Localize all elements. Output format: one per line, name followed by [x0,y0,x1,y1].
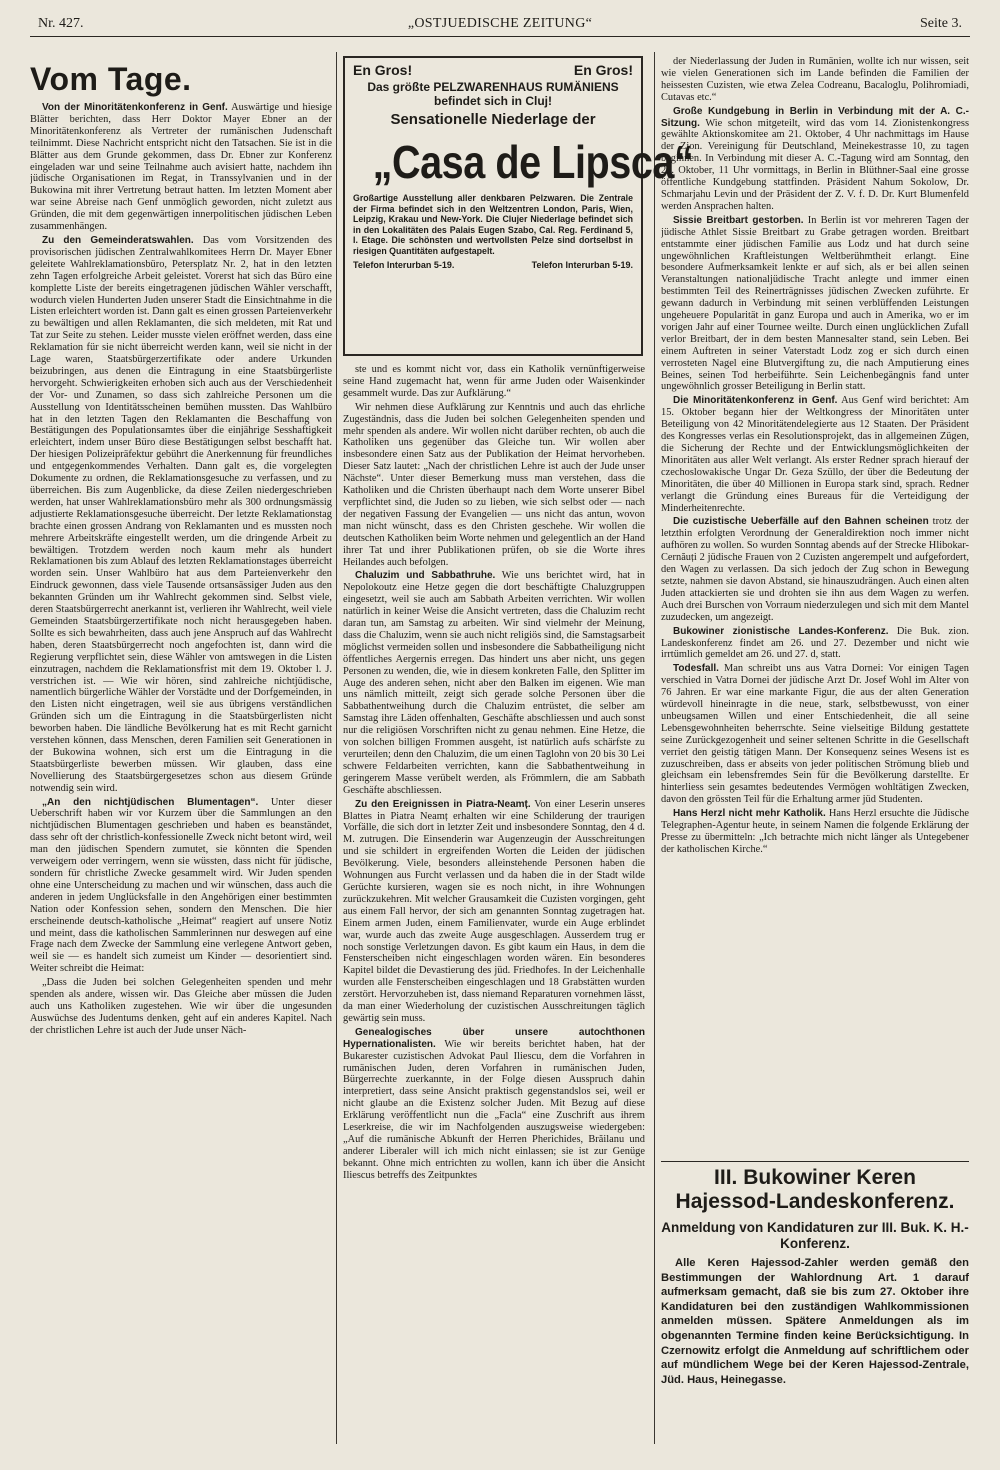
article-paragraph [661,663,969,806]
article-text: trotz der letzthin erfolgten Verordnung der Generaldirektion noch immer nicht aufhören zu wollen. So wurden Sonntag abends auf der Strecke Hlibokar-Cernăuți 2 jüdische Frauen von 2 Cuzisten angerempelt und aufgefordert, den Wagen zu verlassen. Da sich jedoch der Zug schon in Bewegung setzte, nahmen sie davon Abstand, sie hinauszudrängen. Auch einen alten Juden attackierten sie und drohten sie ihn aus dem Wagen zu werfen. Auch drei Burschen von Vorraum niederzulegen und sich mit dem Mantel zuzudecken, um angezeigt. [661,516,969,623]
article-paragraph [661,56,969,104]
article-text: Wie wir bereits berichtet haben, hat der Bukarester cuzistischen Advokat Paul Iliescu, dem die Vorfahren in rumänischen Juden, deren Vorfahren in rumänischen Juden, Bürgerrechte zuerkannte, in der Folge diesen Ausspruch dahin interpretiert, dass seine Ansicht praktisch gegenstandslos sei, weil er nicht glaube an die Existenz solcher Juden. Mit Bezug auf diese Erklärung veröffentlicht nun die „Facla“ eine Zuschrift aus ihrem Leserkreise, die wir im Nachfolgenden auszugsweise wiedergeben: „Auf die rumänische Abkunft der Herren Pherichides, Brăilanu und anderer Liberaler will ich mich nicht einlassen; sie ist zur Genüge bekannt. Ohne mich entrichten zu wollen, kann ich über die Ansicht Iliescus betreffs des Zeitpunktes [343,1038,645,1181]
article-text: Wir nehmen diese Aufklärung zur Kenntnis und auch das ehrliche Zugeständnis, dass die Juden bei solchen Gelegenheiten spenden und mehr spenden als andere. Wir wollen nicht darüber rechten, ob auch die Katholiken uns gegenüber das Gleiche tun. Wir wollen aber insbesondere einen Satz aus der Publikation der Heimat hervorheben. Dieser Satz lautet: „Nach der christlichen Lehre ist auch der Jude unser Nächste“. Unter dieser Bemerkung muss man verstehen, dass die Katholiken und die Christen überhaupt nach dem Worte unserer Bibel verpflichtet sind, die Juden so zu lieben, wie sich selbst oder — nach der negativen Fassung der Evangelien — uns nicht das antun, wovon man nicht wünscht, dass es den Christen geschehe. Wir wollen die deutschen Katholiken beim Worte nehmen und gelegentlich an der Hand ihrer Tat und ihrer Publikationen prüfen, ob sie die Worte ihres Heilandes auch befolgen. [343,401,645,568]
column-3-body [661,56,969,856]
page-header [38,14,962,36]
ad-brand: „Casa de Lipsca“ [372,136,694,188]
article-text: Unter dieser Ueberschrift haben wir vor Kurzem über die Sammlungen an den nichtjüdischen Blumentagen geschrieben und haben es beanständet, dass sehr oft der christlich-konfessionelle Zweck nicht betont wird, weil man den jüdischen Spendern zumutet, sie könnten die Spenden verweigern oder verringern, wenn sie wüssten, dass nicht für jüdische, sondern für christliche Zwecke gesammelt wird. Wir Juden spenden ohne eine Unterscheidung zu machen und wir wünschen, dass auch die anderen in jedem Unglücksfalle in den Angehörigen einer bestimmten Nation oder Konfession sehen, sondern den Menschen. Die hier erscheinende deutsch-katholische „Heimat“ reagiert auf unsere Notiz und meint, dass die katholischen Sammlerinnen nur deswegen auf eine Frage nach dem Zwecke der Sammlung eine verlegene Antwort geben, weil sie — es handelt sich zumeist um Kinder — desorientiert sind. Weiter schreibt die Heimat: [30,796,332,975]
article-paragraph [661,106,969,213]
article-paragraph [30,235,332,795]
ad-line-3: Sensationelle Niederlage der [390,111,596,128]
article-paragraph [343,402,645,569]
ad-telephone [353,260,633,270]
article-text: Die Buk. zion. Landeskonferenz findet am 26. und 27. Dezember und nicht wie irrtümlich gemeldet am 26. und 27. d, statt. [661,625,969,661]
article-paragraph [661,215,969,394]
announcement-title: III. Bukowiner Keren Hajessod-Landeskonferenz. [675,1166,955,1213]
article-paragraph [343,799,645,1025]
ad-tag-right: En Gros! [573,62,633,78]
article-paragraph [30,102,332,233]
announcement-subtitle: Anmeldung von Kandidaturen zur III. Buk. K. H.-Konferenz. [661,1220,969,1251]
article-text: Man schreibt uns aus Vatra Dornei: Vor einigen Tagen verschied in Vatra Dornei der jüdische Arzt Dr. Josef Wohl im Alter von 76 Jahren. Er war eine markante Figur, die aus der alten Generation würdevoll hineinragte in die neue, stark, selbstbewusst, von einer unbeugsamen Willen und einer Entschiedenheit, die all seine Lebensgewohnheiten beherrschte. Seine vielseitige Bildung gestattete seine Zurückgezogenheit und seiner seltenen Schritte in die Gesellschaft verriet den geistig tätigen Mann. Der Konsequenz seines Wesens ist es zuzuschreiben, dass er abseits von jeder politischen Strömung blieb und gleichsam ein lebensfremdes Sein für die Bevölkerung darstellte. Er hinterliess sein gesamtes bedeutendes Vermögen wohltätigen Zwecken, davon den grössten Teil für die Erhaltung armer jüd Studenten. [661,663,969,806]
article-paragraph [661,395,969,514]
article-text: Aus Genf wird berichtet: Am 15. Oktober begann hier der Weltkongress der Minoritäten unter Beteiligung von 42 Minoritätendelegierte aus 12 Staaten. Der Präsident des Kongresses verlas ein Resolutionsprojekt, das in allgemeinen Zügen, die Sicherung der Rechte und der Entwicklungsmöglichkeiten der Minoritäten aus aller Welt verlangt. Als erster Redner sprach hierauf der czechoslowakische Ungar Dr. Geza Szüllo, der über die Bedeutung der Minoritäten, die über 40 Millionen in Europa stark sind, sprach. Redner verlangt die Gründung eines Bureaus für die Verteidigung der Minderheitenrechte. [661,395,969,514]
ad-tel-right: Telefon Interurban 5-19. [531,259,633,270]
article-text: Hans Herzl ersuchte die Jüdische Telegraphen-Agentur heute, in seinem Namen die folgende Erklärung der Presse zu übermitteln: „Ich betrachte mich nicht länger als Untegebener der katholischen Kirche.“ [661,808,969,855]
article-text: Auswärtige und hiesige Blätter berichten, dass Herr Doktor Mayer Ebner an der Minoritätenkonferenz als Vertreter der rumänischen Judenschaft teilnimmt. Diese Nachricht entspricht nicht den Tatsachen. Sie ist in die Blätter aus dem Grunde gekommen, dass Dr. Ebner zur Konferenz eingeladen war und seine Teilnahme auch avisiert hatte, nachdem ihn jüdische Organisationen im Regat, in Transsylvanien und in der Bukowina mit ihrer Vertretung betraut hatten. Im letzten Moment aber war seine Abreise nach Genf unmöglich geworden, nicht zuletzt aus Gründen, die mit dem gegenwärtigen innerpolitischen jüdischen Leben zusammenhängen. [30,102,332,233]
article-paragraph [343,1027,645,1182]
header-rule [30,36,970,37]
ad-tags [353,62,633,78]
article-text: In Berlin ist vor mehreren Tagen der jüdische Athlet Sissie Breitbart zu Grabe getragen worden. Breitbart entstammte einer jüdischen Familie aus Lodz und hat durch seine ungewöhnlichen Kraftleistungen Weltberühmtheit erlangt. Eine besondere Aufmerksamkeit lenkte er auf sich, als er bei allen seinen Veranstaltungen nationaljüdische Tracht anlegte und immer einen bestimmten Teil des Reinerträgnisses jüdischen Zwecken zuführte. Er gewann dadurch in Verbindung mit seinen verblüffenden Leistungen ungeheuere Popularität in ganz Europa und auch in Amerika, wo er im vorigen Jahr auf einer Tournee weilte. Durch einen unglücklichen Zufall verlor Breitbart, der in dem besten Mannesalter stand, sein Leben. Bei einem Auftreten in seiner Vaterstadt Lodz zog er sich durch einen verrosteten Nagel eine Blutvergiftung zu, die nach Amputierung eines Beines, seinen Tod herbeiführte. Sein Leichenbegängnis fand unter ungewöhnlich grosser Beteiligung in Berlin statt. [661,214,969,393]
article-text: der Niederlassung der Juden in Rumänien, wollte ich nur wissen, seit wie vielen Generationen sich im Lande befinden die Familien der heissesten Cuzisten, wie etwa Zelea Codreanu, Bacaloglu, Polihromiadi, Cutavas etc.“ [661,56,969,103]
article-heading: Zu den Gemeinderatswahlen. [42,234,194,246]
ad-tag-left: En Gros! [353,62,413,78]
article-heading: Chaluzim und Sabbathruhe. [355,570,496,582]
article-text: Von einer Leserin unseres Blattes in Piatra Neamț erhalten wir eine Schilderung der traurigen Vorfälle, die sich dort in letzter Zeit und insbesondere Sonntag, den 4 d. M. zutrugen. Die Einsenderin war Augenzeugin der Ausschreitungen und sie schildert in ergreifenden Worten die Leiden der jüdischen Bevölkerung. Viele, besonders alleinstehende Personen haben die Wohnungen aus Furcht verlassen und da haben die in der Stadt wilde Gerüchte kursieren, wagen sie es noch nicht, in ihre Wohnungen zurückzukehren. Mit welcher Grausamkeit die Cuzisten vorgingen, geht aus einem Fall hervor, der sich am genannten Sonntag zugetragen hat. Einem armen Juden, einem Familienvater, wurde ein Auge erblindet war, wurde auch das zweite Auge ausgeschlagen. Ausserdem trug er noch sonstige Verletzungen davon. Es gibt kaum ein Haus, in dem die Fensterscheiben nicht eingeschlagen worden wären. Ein besonderes Kapitel bildet die Devastierung des jüd. Friedhofes. In der Leichenhalle wurden alle Fensterscheiben eingeschlagen und 18 Grabstätten wurden zerstört. Hervorzuheben ist, dass niemand Reparaturen vornehmen lässt, da man einer Wiederholung der cuzistischen Ausschreitungen täglich gewärtig sein muss. [343,798,645,1024]
section-title: Vom Tage. [30,62,192,97]
article-heading: Genealogisches über unsere autochthonen Hypernationalisten. [343,1026,645,1050]
article-paragraph [661,626,969,662]
article-text: „Dass die Juden bei solchen Gelegenheiten spenden und mehr spenden als andere, wissen wir. Das Gleiche aber müssen die Juden auch uns Katholiken zugestehen. Wie wir über die ungesunden Auswüchse des Judentums denken, geht auf ein anderes Kapitel. Nach der christlichen Lehre ist auch der Jude unser Näch- [30,977,332,1036]
ad-line-2: befindet sich in Cluj! [433,94,552,108]
article-heading: Von der Minoritätenkonferenz in Genf. [42,102,228,113]
article-heading: Todesfall. [673,663,719,675]
issue-number: Nr. 427. [38,16,84,31]
column-2-body [343,364,645,1182]
article-heading: „An den nichtjüdischen Blumentagen“. [42,796,259,808]
column-3 [661,56,969,1156]
article-heading: Große Kundgebung in Berlin in Verbindung mit der A. C.-Sitzung. [661,105,969,129]
advertisement-box [343,56,694,356]
column-divider [336,52,337,1444]
column-1 [30,62,332,1444]
article-paragraph [30,977,332,1037]
article-text: Das vom Vorsitzenden des provisorischen jüdischen Zentralwahlkomitees Herrn Dr. Mayer Ebner geleitete Wahlreklamationsbüro, Petersplatz Nr. 2, hat in den letzten zehn Tagen erfolgreiche Arbeit geleistet. Vorerst hat sich das Büro eine komplette Liste der bereits eingetragenen jüdischen Wähler verschafft, wodurch vielen Hunderten Juden unserer Stadt die Einsichtnahme in die Listen erleichtert worden ist. Dann galt es einen grossen Parteienverkehr zu bewältigen und allen Reklamanten, die sich meldeten, mit Rat und Tat zur Seite zu stehen. Leider musste vielen eröffnet werden, dass eine Reklamation für sie nicht überreicht werden kann, weil sie nicht in der Lage waren, Staatsbürgerzertifikate oder andere Urkunden beizubringen, aus denen die Eintragung in eine Staatsbürgerliste hervorgeht. Schwierigkeiten erhoben sich auch aus der Verschiedenheit der Vor- und Zunamen, so dass sich zahlreiche Personen um die Ausstellung von Identitätsscheinen bemühen mussten. Das Wahlbüro hat in den letzten Tagen den Reklamanten die Beschaffung von Bestätigungen des Populationsamtes über die einjährige Sesshaftigkeit erleichtert, indem unser Büro diese Bestätigungen selbst beschafft hat. Der hiesigen Polizeipräfektur gebührt die Anerkennung für freundliches und entgegenkommendes Verhalten. Dann galt es, die vorgelegten Dokumente zu ordnen, die Reklamationsgesuche zu verfassen, und zu überreichen. Bis zum Augenblicke, da diese Zeilen niedergeschrieben werden, hat unser Wahlreklamationsbüro mehr als 300 ordnungsmässig adjustierte Reklamationsgesuche überreicht. Der letzte Reklamationstag brachte einen grossen Andrang von Reklamanten und es mussten noch mehrere Arbeitskräfte eingestellt werden, um die dringende Arbeit zu bewältigen. Trotzdem werden noch kaum mehr als hundert Reklamationen bis zum Ablauf des letzten Reklamationstages überreicht worden sein. Unser Wahlbüro hat aus dem Parteienverkehr den Eindruck gewonnen, dass viele Tausende ortsansässiger Juden aus den bekannten Gründen um ihr Wahlrecht gekommen sind. Selbst viele, deren Staatsbürgerrecht anerkannt ist, verlieren ihr Wahlrecht, weil viele Gemeinden Staatsbürgerzertifikate noch nicht herausgegeben haben. Sollte es sich bewahrheiten, dass auch jene Anspruch auf das Wahlrecht haben, deren Staatsbürgerrecht noch angefochten ist, dann wird die Regierung verpflichtet sein, diese Wähler von amtswegen in die Listen einzutragen, nachdem die Reklamationsfrist mit dem 19. Oktober l. J. verstrichen ist. — Wie wir hören, sind zahlreiche nichtjüdische, namentlich bürgerliche Wähler der Vorstädte und der Dorfgemeinden, in den Listen nicht eingetragen, weil sie aus übrigens verständlichen Gründen sich um die Eintragung in die Staatsbürgerlisten nicht beworben haben. Die ländliche Bevölkerung hat es mit Recht garnicht verstehen können, dass Menschen, deren Familien seit Generationen in der Bukowina wohnen, sich erst um die Eintragung in die Staatsbürgerliste bewerben müssen. Wir glauben, dass eine Novellierung des Staatsbürgergesetzes schon aus diesem Gründe notwendig sein wird. [30,234,332,794]
announcement [661,1166,969,1444]
announcement-rule [661,1161,969,1162]
column-divider [654,52,655,1444]
article-heading: Die cuzistische Ueberfälle auf den Bahnen scheinen [673,516,929,528]
column-1-body [30,102,332,1037]
article-text: Wie uns berichtet wird, hat in Nepolokoutz eine Hetze gegen die dort beschäftigte Chaluzgruppen eingesetzt, weil sie auch am Sabbath Arbeiten verrichten. Wir wollen natürlich in keiner Weise die Ansicht vertreten, dass die Chaluzim recht daran tun, am Samstag zu arbeiten. Wir sind vielmehr der Meinung, dass die Chaluzim, wenn sie auch nicht religiös sind, die Samstagsarbeit möglichst vermeiden sollen und insbesondere die Sabbatheiligung nicht öffentliches Aergernis erregen. Das hindert uns aber nicht, uns gegen Personen zu wenden, die, wie in diesem konkreten Falle, den Splitter im Auge des anderen sehen, nicht aber den Balken im eigenen. Wie man uns nämlich mitteilt, zeigt sich gerade solche Personen über die Sabbathentweihung durch die Chaluzim entrüstet, die selber am Samstag ihre Läden offenhalten, Geschäfte abschliessen und auch sonst nur die religiösen Vorschriften nicht zu genau nehmen. Eine Hetze, die von solchen billigen Frommen ausgeht, ist natürlich aufs schärfste zu verurteilen; denn den Chaluzim, die um einen Taglohn von 20 bis 30 Lei schwere Feldarbeiten verrichten, kann die Sabbathentweihung in geringerem Masse verübelt werden, als Frömmlern, die am Sabbath Geschäfte abschliessen. [343,570,645,796]
article-text: ste und es kommt nicht vor, dass ein Katholik vernünftigerweise seine Hand zugemacht hat, wenn für arme Juden oder Waisenkinder gesammelt wurde. Das zur Aufklärung.“ [343,364,645,399]
article-heading: Die Minoritätenkonferenz in Genf. [673,395,838,407]
page-number: Seite 3. [920,16,962,31]
article-paragraph [343,570,645,796]
article-paragraph [343,364,645,400]
column-2 [343,364,645,1444]
article-heading: Sissie Breitbart gestorben. [673,214,804,226]
article-heading: Hans Herzl nicht mehr Katholik. [673,808,826,820]
article-paragraph [661,516,969,623]
article-heading: Zu den Ereignissen in Piatra-Neamț. [355,798,531,810]
newspaper-title: „OSTJUEDISCHE ZEITUNG“ [407,16,593,31]
announcement-text: Alle Keren Hajessod-Zahler werden gemäß den Bestimmungen der Wahlordnung Art. 1 darauf aufmerksam gemacht, daß sie bis zum 27. Oktober ihre Kandidaturen bei den zuständigen Wahlkommissionen anmelden müssen. Spätere Anmeldungen als im obgenannten Termine finden keine Berücksichtigung. In Czernowitz erfolgt die Anmeldung auf schriftlichem oder auf mündlichem Wege bei der Keren Hajessod-Zentrale, Jüd. Haus, Heinegasse. [661,1257,969,1386]
ad-tel-left: Telefon Interurban 5-19. [353,259,455,270]
ad-line-1: Das größte PELZWARENHAUS RUMÄNIENS [367,80,619,94]
article-heading: Bukowiner zionistische Landes-Konferenz. [673,625,889,637]
ad-body: Großartige Ausstellung aller denkbaren Pelzwaren. Die Zentrale der Firma befindet sich in den Weltzentren London, Paris, Wien, Leipzig, Krakau und New-York. Die Clujer Niederlage befindet sich in den Lokalitäten des Palais Eugen Szabo, Cal. Reg. Ferdinand 5, I. Etage. Die schönsten und wertvollsten Pelze sind dortselbst in riesigen Quantitäten aufgestapelt. [353,193,633,256]
article-paragraph [661,808,969,856]
article-paragraph [30,797,332,976]
article-text: Wie schon mitgeteilt, wird das vom 14. Zionistenkongress gewählte Aktionskomitee am 21. Oktober, 4 Uhr nachmittags im Hause der Zion. Vereinigung für Deutschland, Meinekestrasse 10, zu tagen beginnen. In Verbindung mit dieser A. C.-Tagung wird am Sonntag, den 25. Oktober, 11 Uhr vormittags, in Berlin in Blüthner-Saal eine grosse öffentliche Kundgebung stattfinden. Präsident Nahum Sokolow, Dr. Schmarjahu Levin und der Präsident der Z. V. f. D. Dr. Kurt Blumenfeld werden Ansprachen halten. [661,117,969,212]
